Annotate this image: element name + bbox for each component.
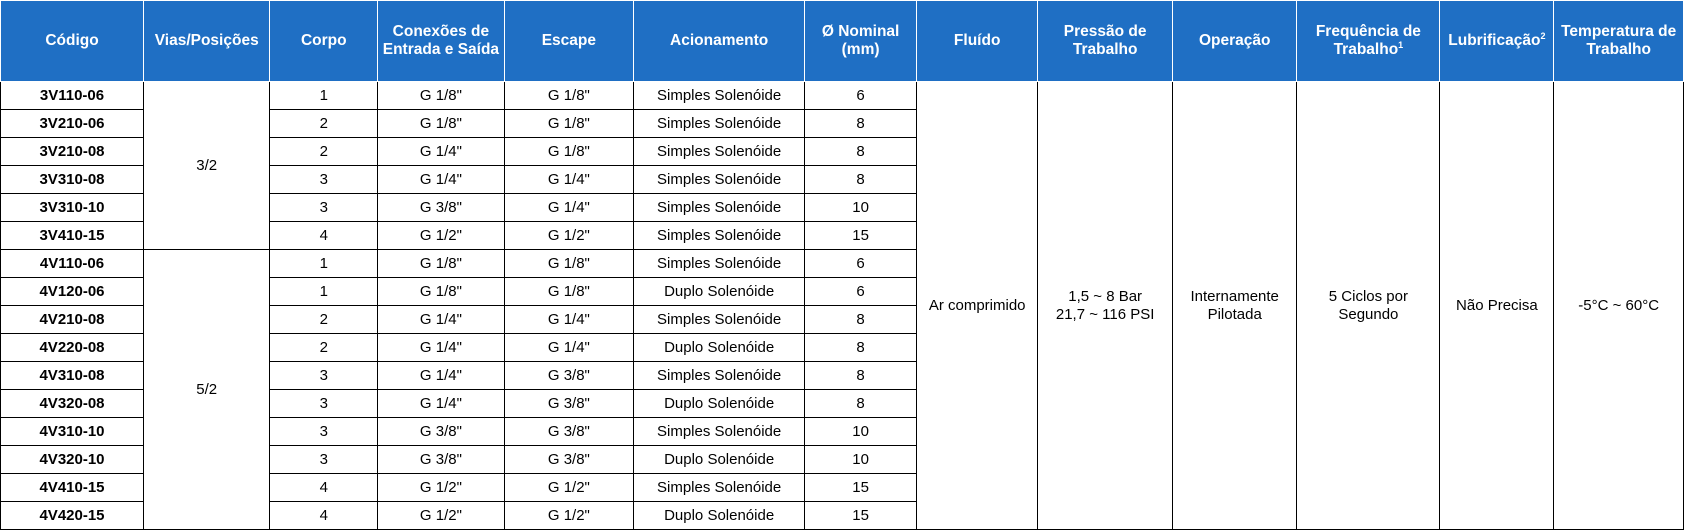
- cell-acionamento: Simples Solenóide: [634, 110, 805, 138]
- cell-nominal: 15: [805, 474, 917, 502]
- cell-codigo: 3V410-15: [1, 222, 144, 250]
- cell-nominal: 8: [805, 334, 917, 362]
- cell-escape: G 1/8": [504, 110, 634, 138]
- cell-conexoes: G 1/2": [378, 222, 504, 250]
- table-body: [1, 82, 1684, 530]
- cell-conexoes: G 1/4": [378, 334, 504, 362]
- cell-nominal: 8: [805, 362, 917, 390]
- cell-escape: G 1/2": [504, 474, 634, 502]
- column-header-nominal: Ø Nominal (mm): [805, 1, 917, 82]
- cell-conexoes: G 1/8": [378, 278, 504, 306]
- cell-nominal: 15: [805, 502, 917, 530]
- cell-corpo: 2: [270, 306, 378, 334]
- column-header-fluido: Fluído: [917, 1, 1038, 82]
- cell-nominal: 6: [805, 278, 917, 306]
- cell-conexoes: G 1/2": [378, 502, 504, 530]
- cell-acionamento: Simples Solenóide: [634, 166, 805, 194]
- column-header-frequencia-label: Frequência de Trabalho: [1315, 23, 1421, 58]
- cell-corpo: 1: [270, 82, 378, 110]
- cell-acionamento: Simples Solenóide: [634, 222, 805, 250]
- cell-acionamento: Simples Solenóide: [634, 138, 805, 166]
- cell-nominal: 15: [805, 222, 917, 250]
- cell-corpo: 3: [270, 390, 378, 418]
- cell-codigo: 4V420-15: [1, 502, 144, 530]
- cell-conexoes: G 1/8": [378, 250, 504, 278]
- cell-corpo: 3: [270, 362, 378, 390]
- cell-conexoes: G 1/8": [378, 82, 504, 110]
- cell-acionamento: Duplo Solenóide: [634, 446, 805, 474]
- cell-codigo: 3V110-06: [1, 82, 144, 110]
- column-header-lubrificacao: [1440, 1, 1554, 82]
- cell-escape: G 3/8": [504, 390, 634, 418]
- footnote-marker-1: 1: [1398, 39, 1404, 50]
- frequencia-line-2: Segundo: [1338, 305, 1399, 323]
- cell-codigo: 4V320-08: [1, 390, 144, 418]
- column-header-codigo: Código: [1, 1, 144, 82]
- group-label-3-2: 3/2: [144, 82, 270, 250]
- cell-acionamento: Simples Solenóide: [634, 474, 805, 502]
- cell-nominal: 6: [805, 250, 917, 278]
- cell-corpo: 3: [270, 194, 378, 222]
- cell-corpo: 2: [270, 110, 378, 138]
- cell-lubrificacao: Não Precisa: [1440, 82, 1554, 530]
- cell-escape: G 1/4": [504, 306, 634, 334]
- cell-nominal: 8: [805, 390, 917, 418]
- cell-codigo: 4V110-06: [1, 250, 144, 278]
- column-header-vias-posicoes: Vias/Posições: [144, 1, 270, 82]
- cell-codigo: 4V210-08: [1, 306, 144, 334]
- table-header: [1, 1, 1684, 82]
- cell-nominal: 8: [805, 110, 917, 138]
- cell-nominal: 8: [805, 306, 917, 334]
- cell-nominal: 8: [805, 166, 917, 194]
- pressao-line-psi: 21,7 ~ 116 PSI: [1055, 305, 1155, 323]
- cell-nominal: 10: [805, 446, 917, 474]
- column-header-temperatura: Temperatura de Trabalho: [1554, 1, 1684, 82]
- column-header-escape: Escape: [504, 1, 634, 82]
- cell-nominal: 10: [805, 418, 917, 446]
- cell-corpo: 3: [270, 166, 378, 194]
- cell-operacao: [1173, 82, 1297, 530]
- cell-codigo: 3V210-06: [1, 110, 144, 138]
- footnote-marker-2: 2: [1540, 30, 1546, 41]
- cell-conexoes: G 3/8": [378, 418, 504, 446]
- cell-nominal: 10: [805, 194, 917, 222]
- cell-codigo: 4V310-10: [1, 418, 144, 446]
- cell-conexoes: G 1/8": [378, 110, 504, 138]
- cell-corpo: 3: [270, 446, 378, 474]
- cell-escape: G 1/8": [504, 278, 634, 306]
- column-header-frequencia: [1297, 1, 1440, 82]
- cell-conexoes: G 3/8": [378, 194, 504, 222]
- cell-conexoes: G 1/4": [378, 166, 504, 194]
- cell-acionamento: Simples Solenóide: [634, 82, 805, 110]
- cell-acionamento: Duplo Solenóide: [634, 334, 805, 362]
- cell-nominal: 6: [805, 82, 917, 110]
- column-header-pressao: Pressão de Trabalho: [1038, 1, 1173, 82]
- cell-corpo: 1: [270, 250, 378, 278]
- cell-escape: G 3/8": [504, 362, 634, 390]
- column-header-corpo: Corpo: [270, 1, 378, 82]
- cell-escape: G 3/8": [504, 418, 634, 446]
- cell-acionamento: Duplo Solenóide: [634, 390, 805, 418]
- cell-corpo: 4: [270, 502, 378, 530]
- cell-escape: G 1/4": [504, 194, 634, 222]
- cell-fluido: Ar comprimido: [917, 82, 1038, 530]
- cell-nominal: 8: [805, 138, 917, 166]
- cell-codigo: 4V320-10: [1, 446, 144, 474]
- cell-corpo: 3: [270, 418, 378, 446]
- cell-conexoes: G 1/4": [378, 390, 504, 418]
- table-row: [1, 82, 1684, 110]
- column-header-operacao: Operação: [1173, 1, 1297, 82]
- pressao-line-bar: 1,5 ~ 8 Bar: [1068, 288, 1143, 306]
- cell-conexoes: G 3/8": [378, 446, 504, 474]
- cell-acionamento: Simples Solenóide: [634, 418, 805, 446]
- cell-corpo: 2: [270, 334, 378, 362]
- cell-escape: G 1/8": [504, 250, 634, 278]
- operacao-line-1: Internamente: [1190, 288, 1279, 306]
- cell-conexoes: G 1/4": [378, 362, 504, 390]
- cell-escape: G 1/8": [504, 82, 634, 110]
- cell-corpo: 1: [270, 278, 378, 306]
- cell-conexoes: G 1/2": [378, 474, 504, 502]
- column-header-conexoes: Conexões de Entrada e Saída: [378, 1, 504, 82]
- column-header-lubrificacao-label: Lubrificação: [1448, 32, 1541, 50]
- cell-conexoes: G 1/4": [378, 306, 504, 334]
- cell-escape: G 1/8": [504, 138, 634, 166]
- cell-corpo: 2: [270, 138, 378, 166]
- cell-escape: G 1/4": [504, 334, 634, 362]
- cell-codigo: 4V120-06: [1, 278, 144, 306]
- group-label-5-2: 5/2: [144, 250, 270, 530]
- cell-escape: G 1/2": [504, 502, 634, 530]
- cell-codigo: 3V310-08: [1, 166, 144, 194]
- cell-codigo: 4V410-15: [1, 474, 144, 502]
- cell-acionamento: Simples Solenóide: [634, 306, 805, 334]
- cell-escape: G 1/4": [504, 166, 634, 194]
- cell-corpo: 4: [270, 474, 378, 502]
- frequencia-line-1: 5 Ciclos por: [1328, 288, 1408, 306]
- cell-acionamento: Simples Solenóide: [634, 362, 805, 390]
- cell-acionamento: Duplo Solenóide: [634, 278, 805, 306]
- cell-acionamento: Simples Solenóide: [634, 250, 805, 278]
- cell-escape: G 3/8": [504, 446, 634, 474]
- operacao-line-2: Pilotada: [1207, 305, 1262, 323]
- cell-pressao: [1038, 82, 1173, 530]
- cell-acionamento: Duplo Solenóide: [634, 502, 805, 530]
- column-header-acionamento: Acionamento: [634, 1, 805, 82]
- cell-codigo: 3V310-10: [1, 194, 144, 222]
- cell-codigo: 4V310-08: [1, 362, 144, 390]
- cell-frequencia: [1297, 82, 1440, 530]
- cell-acionamento: Simples Solenóide: [634, 194, 805, 222]
- cell-escape: G 1/2": [504, 222, 634, 250]
- cell-conexoes: G 1/4": [378, 138, 504, 166]
- cell-codigo: 4V220-08: [1, 334, 144, 362]
- cell-codigo: 3V210-08: [1, 138, 144, 166]
- cell-temperatura: -5°C ~ 60°C: [1554, 82, 1684, 530]
- header-row: [1, 1, 1684, 82]
- cell-corpo: 4: [270, 222, 378, 250]
